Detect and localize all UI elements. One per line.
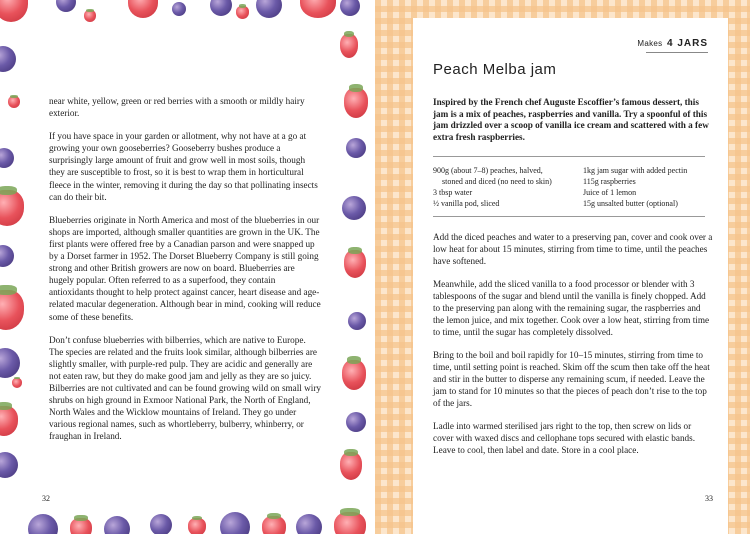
recipe-card (413, 18, 728, 534)
makes-value: 4 JARS (666, 38, 708, 49)
ingredient: 900g (about 7–8) peaches, halved, (433, 166, 543, 175)
blueberry-illustration (346, 138, 366, 158)
blueberry-illustration (0, 46, 16, 72)
strawberry-illustration (340, 34, 358, 58)
method-step: Add the diced peaches and water to a preserving pan, cover and cook over a low heat for about 15 minutes, stirring from time to time, until the peaches have softened. (433, 232, 713, 266)
body-text (49, 95, 321, 453)
strawberry-illustration (340, 452, 362, 480)
paragraph: near white, yellow, green or red berries with a smooth or mildly hairy exterior. (49, 96, 305, 119)
blueberry-illustration (0, 348, 20, 378)
blueberry-illustration (210, 0, 232, 16)
ingredients-column (433, 165, 583, 209)
strawberry-illustration (0, 0, 28, 22)
strawberry-illustration (12, 378, 22, 388)
ingredient: 3 tbsp water (433, 188, 473, 197)
blueberry-illustration (172, 2, 186, 16)
strawberry-illustration (236, 6, 249, 19)
recipe-intro: Inspired by the French chef Auguste Escoffier’s famous dessert, this jam is a mix of peaches, raspberries and vanilla. Try a spoonful of this jam drizzled over a scoop of vanilla ice cream and scattered with a few extra fresh raspberries. (433, 97, 709, 142)
method-step: Ladle into warmed sterilised jars right to the top, then screw on lids or cover with waxed discs and cellophane tops secured with elastic bands. Leave to cool, then label and date. Store in a cool place. (433, 421, 696, 455)
ingredients-column (583, 165, 713, 209)
blueberry-illustration (0, 148, 14, 168)
yield-label (637, 38, 708, 49)
blueberry-illustration (0, 452, 18, 478)
divider (433, 156, 705, 157)
blueberry-illustration (340, 0, 360, 16)
strawberry-illustration (300, 0, 336, 18)
strawberry-illustration (0, 190, 24, 226)
blueberry-illustration (296, 514, 322, 534)
ingredient: Juice of 1 lemon (583, 188, 637, 197)
page-number: 33 (705, 494, 713, 503)
blueberry-illustration (256, 0, 282, 18)
method-step: Bring to the boil and boil rapidly for 10–15 minutes, stirring from time to time, until setting point is reached. Skim off the scum then take off the heat and stir in the butter to disperse any remaining scum, if needed. Leave the jam to stand for 10 minutes so that the pieces of peach don’t rise to the top of the jars. (433, 350, 710, 408)
divider (433, 216, 705, 217)
ingredient: 115g raspberries (583, 177, 636, 186)
recipe-title: Peach Melba jam (433, 61, 557, 78)
ingredient: 1kg jam sugar with added pectin (583, 166, 688, 175)
divider (646, 52, 708, 53)
strawberry-illustration (334, 512, 366, 534)
blueberry-illustration (342, 196, 366, 220)
strawberry-illustration (342, 360, 366, 390)
page-number: 32 (42, 494, 50, 503)
blueberry-illustration (348, 312, 366, 330)
makes-label: Makes (637, 39, 663, 48)
strawberry-illustration (8, 96, 20, 108)
strawberry-illustration (128, 0, 158, 18)
blueberry-illustration (220, 512, 250, 534)
strawberry-illustration (0, 290, 24, 330)
strawberry-illustration (84, 10, 96, 22)
blueberry-illustration (0, 245, 14, 267)
ingredient: stoned and diced (no need to skin) (442, 177, 552, 186)
strawberry-illustration (188, 518, 206, 534)
ingredient: 15g unsalted butter (optional) (583, 199, 678, 208)
strawberry-illustration (262, 516, 286, 534)
right-page (375, 0, 750, 534)
strawberry-illustration (344, 250, 366, 278)
paragraph: Don’t confuse blueberries with bilberries, which are native to Europe. The species are related and the fruits look similar, although bilberries are slightly smaller, with purple-red pulp. They are acidic and generally are not eaten raw, but they do make good jam and jelly as they are so juicy. Bilberries are not cultivated and can be found growing wild on small wiry shrubs on high ground in Exmoor National Park, the North of England, North Wales and the Wicklow mountains of Ireland. They go under various regional names, such as whortleberry, bulberry, whinberry, or fraughan in Ireland. (49, 334, 321, 442)
paragraph: If you have space in your garden or allotment, why not have at a go at growing your own gooseberries? Gooseberry bushes produce a surprisingly large amount of fruit and grow well in most soils, though they are susceptible to frost, so it is best to wrap them in horticultural fleece in the winter, removing it during the day so that pollinating insects can do their bit. (49, 131, 318, 202)
blueberry-illustration (28, 514, 58, 534)
paragraph: Blueberries originate in North America and most of the blueberries in our shops are imported, although smaller quantities are grown in the UK. The first plants were offered free by a Canadian parson and were snapped up by a Dorset farmer in 1952. The Dorset Blueberry Company is still going strong and other British growers are now on board. Blueberries are hugely popular. Often referred to as a superfood, they contain antioxidants thought to help protect against cancer, heart disease and age-related macular degeneration. Although bear in mind, cooking will reduce some of these benefits. (49, 214, 321, 322)
strawberry-illustration (70, 518, 92, 534)
ingredients-list (433, 165, 713, 209)
method (433, 231, 713, 467)
strawberry-illustration (344, 88, 368, 118)
ingredient: ½ vanilla pod, sliced (433, 199, 500, 208)
blueberry-illustration (150, 514, 172, 534)
method-step: Meanwhile, add the sliced vanilla to a food processor or blender with 3 tablespoons of the sugar and blend until the vanilla is finely chopped. Add to the preserving pan along with the remaining sugar, the raspberries and the lemon juice, and mix together. Cook over a low heat, stirring from time to time, until the sugar has completely dissolved. (433, 279, 710, 337)
strawberry-illustration (0, 406, 18, 436)
blueberry-illustration (346, 412, 366, 432)
blueberry-illustration (56, 0, 76, 12)
blueberry-illustration (104, 516, 130, 534)
